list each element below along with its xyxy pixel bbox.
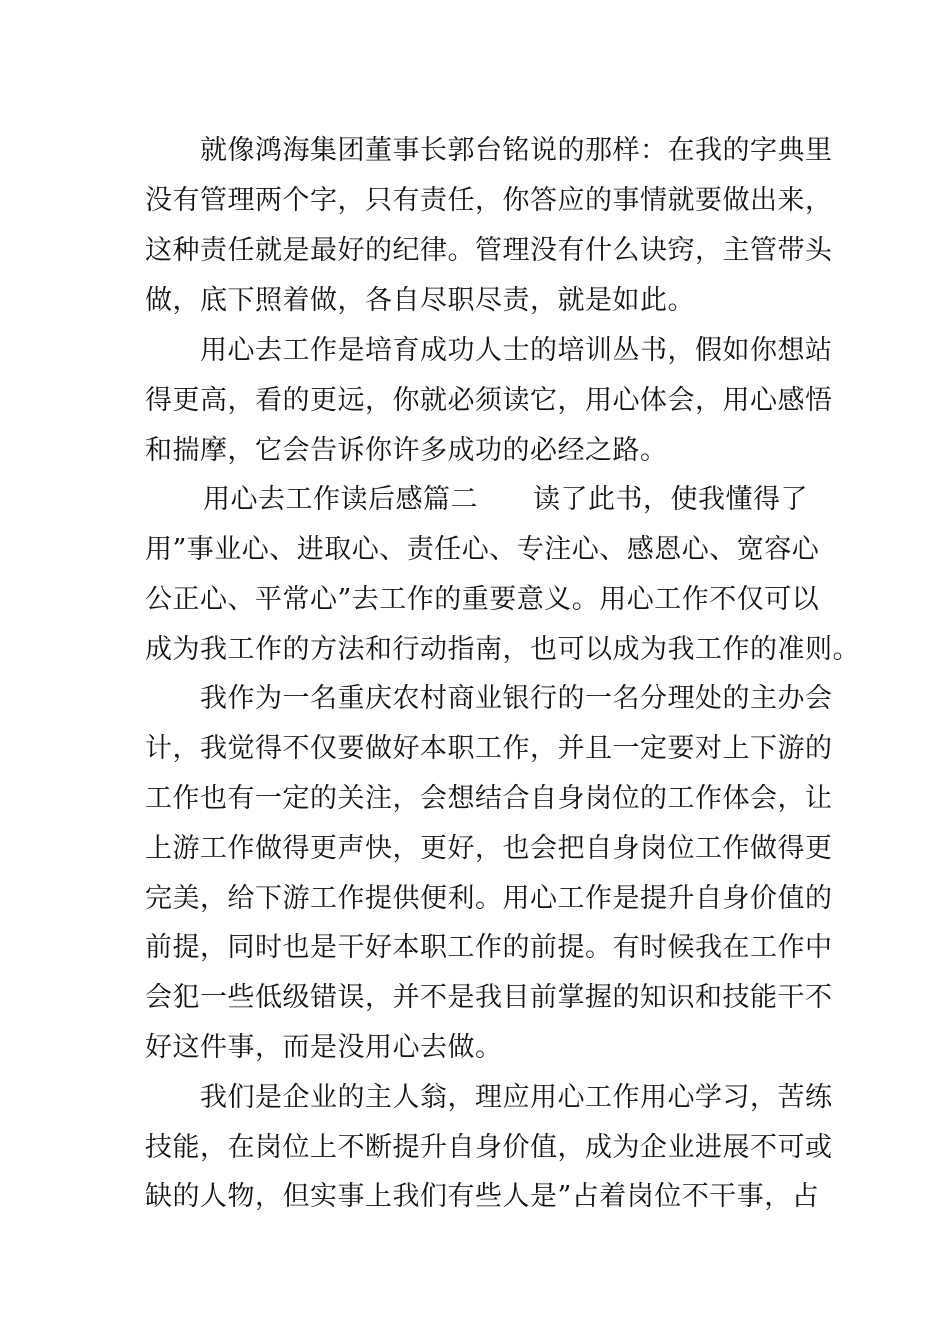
text-line: 技能，在岗位上不断提升自身价值，成为企业进展不可或 bbox=[145, 1132, 833, 1163]
section-heading-line: 用心去工作读后感篇二 读了此书，使我懂得了 bbox=[203, 484, 808, 515]
text-line: 和揣摩，它会告诉你许多成功的必经之路。 bbox=[145, 435, 668, 466]
text-line: 用心去工作是培育成功人士的培训丛书，假如你想站 bbox=[200, 335, 833, 366]
text-line: 缺的人物，但实事上我们有些人是”占着岗位不干事，占 bbox=[145, 1181, 820, 1212]
text-line: 前提，同时也是干好本职工作的前提。有时候我在工作中 bbox=[145, 932, 833, 963]
text-line: 得更高，看的更远，你就必须读它，用心体会，用心感悟 bbox=[145, 385, 833, 416]
text-line: 做，底下照着做，各自尽职尽责，就是如此。 bbox=[145, 285, 695, 316]
text-line: 成为我工作的方法和行动指南，也可以成为我工作的准则。 bbox=[145, 634, 860, 665]
text-line: 上游工作做得更声快，更好，也会把自身岗位工作做得更 bbox=[145, 833, 833, 864]
text-line: 公正心、平常心”去工作的重要意义。用心工作不仅可以 bbox=[145, 584, 820, 615]
text-line: 完美，给下游工作提供便利。用心工作是提升自身价值的 bbox=[145, 883, 833, 914]
text-line: 工作也有一定的关注，会想结合自身岗位的工作体会，让 bbox=[145, 783, 833, 814]
text-line: 这种责任就是最好的纪律。管理没有什么诀窍，主管带头 bbox=[145, 235, 833, 266]
text-line: 计，我觉得不仅要做好本职工作，并且一定要对上下游的 bbox=[145, 733, 833, 764]
text-line: 我们是企业的主人翁，理应用心工作用心学习，苦练 bbox=[200, 1082, 833, 1113]
text-line: 好这件事，而是没用心去做。 bbox=[145, 1032, 503, 1063]
text-line: 会犯一些低级错误，并不是我目前掌握的知识和技能干不 bbox=[145, 982, 833, 1013]
text-line: 没有管理两个字，只有责任，你答应的事情就要做出来， bbox=[145, 185, 833, 216]
text-line: 用”事业心、进取心、责任心、专注心、感恩心、宽容心 bbox=[145, 534, 820, 565]
text-line: 我作为一名重庆农村商业银行的一名分理处的主办会 bbox=[200, 683, 833, 714]
text-line: 就像鸿海集团董事长郭台铭说的那样：在我的字典里 bbox=[200, 135, 833, 166]
